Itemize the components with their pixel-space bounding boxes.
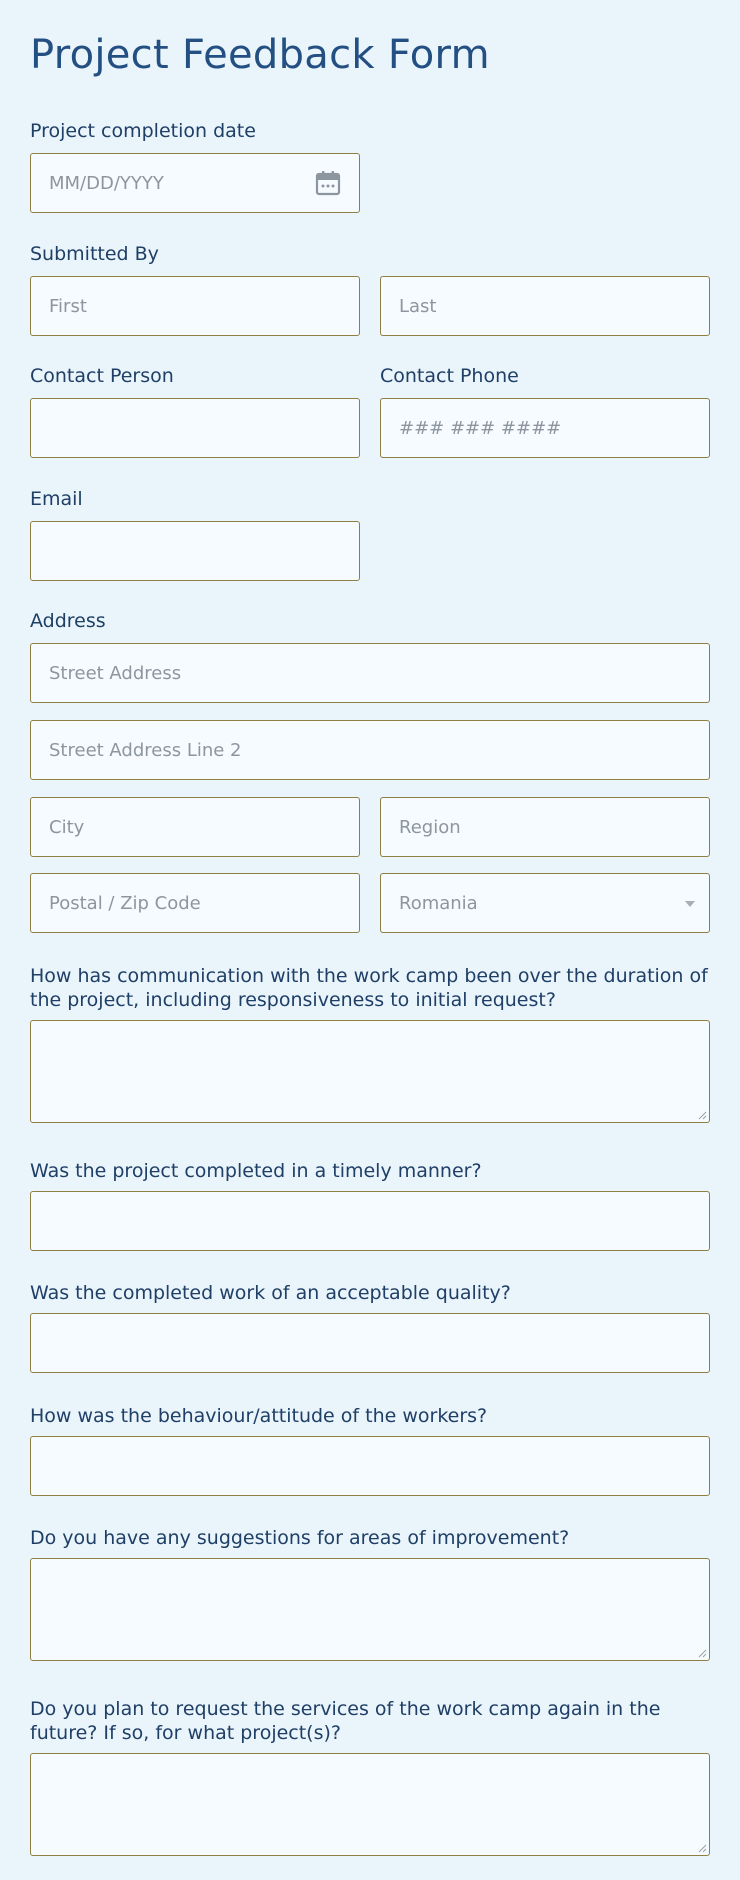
- page-title: Project Feedback Form: [30, 32, 490, 78]
- question-communication-textarea[interactable]: [30, 1020, 710, 1123]
- country-selected-value: Romania: [399, 892, 478, 914]
- resize-grip-icon[interactable]: [697, 1648, 707, 1658]
- question-timely-input[interactable]: [30, 1191, 710, 1251]
- region-placeholder: Region: [399, 816, 461, 838]
- contact-phone-placeholder: ### ### ####: [399, 417, 562, 439]
- question-behaviour-label: How was the behaviour/attitude of the workers?: [30, 1405, 488, 1427]
- question-future-services-label: Do you plan to request the services of the work camp again in the future? If so, for what project(s)?: [30, 1698, 661, 1744]
- question-suggestions-label: Do you have any suggestions for areas of improvement?: [30, 1527, 570, 1549]
- contact-person-label: Contact Person: [30, 365, 174, 387]
- completion-date-placeholder: MM/DD/YYYY: [49, 172, 164, 194]
- email-input[interactable]: [30, 521, 360, 581]
- question-future-services-textarea[interactable]: [30, 1753, 710, 1856]
- postal-code-placeholder: Postal / Zip Code: [49, 892, 201, 914]
- address-label: Address: [30, 610, 106, 632]
- completion-date-label: Project completion date: [30, 120, 256, 142]
- city-input[interactable]: [30, 797, 360, 857]
- contact-person-input[interactable]: [30, 398, 360, 458]
- email-label: Email: [30, 488, 83, 510]
- street-address-line2-input[interactable]: [30, 720, 710, 780]
- resize-grip-icon[interactable]: [697, 1843, 707, 1853]
- country-select[interactable]: [380, 873, 710, 933]
- street-address-placeholder: Street Address: [49, 662, 182, 684]
- question-behaviour-input[interactable]: [30, 1436, 710, 1496]
- question-quality-label: Was the completed work of an acceptable quality?: [30, 1282, 511, 1304]
- question-timely-label: Was the project completed in a timely manner?: [30, 1160, 482, 1182]
- question-suggestions-textarea[interactable]: [30, 1558, 710, 1661]
- city-placeholder: City: [49, 816, 85, 838]
- submitted-by-label: Submitted By: [30, 243, 159, 265]
- resize-grip-icon[interactable]: [697, 1110, 707, 1120]
- street-address-input[interactable]: [30, 643, 710, 703]
- question-communication-label: How has communication with the work camp been over the duration of the project, including responsiveness to initial request?: [30, 965, 708, 1011]
- contact-phone-input[interactable]: [380, 398, 710, 458]
- street-address-line2-placeholder: Street Address Line 2: [49, 739, 242, 761]
- postal-code-input[interactable]: [30, 873, 360, 933]
- last-name-placeholder: Last: [399, 295, 437, 317]
- question-quality-input[interactable]: [30, 1313, 710, 1373]
- completion-date-input[interactable]: [30, 153, 360, 213]
- chevron-down-icon[interactable]: [685, 901, 695, 907]
- contact-phone-label: Contact Phone: [380, 365, 519, 387]
- last-name-input[interactable]: [380, 276, 710, 336]
- calendar-icon[interactable]: [315, 170, 341, 196]
- first-name-input[interactable]: [30, 276, 360, 336]
- region-input[interactable]: [380, 797, 710, 857]
- first-name-placeholder: First: [49, 295, 87, 317]
